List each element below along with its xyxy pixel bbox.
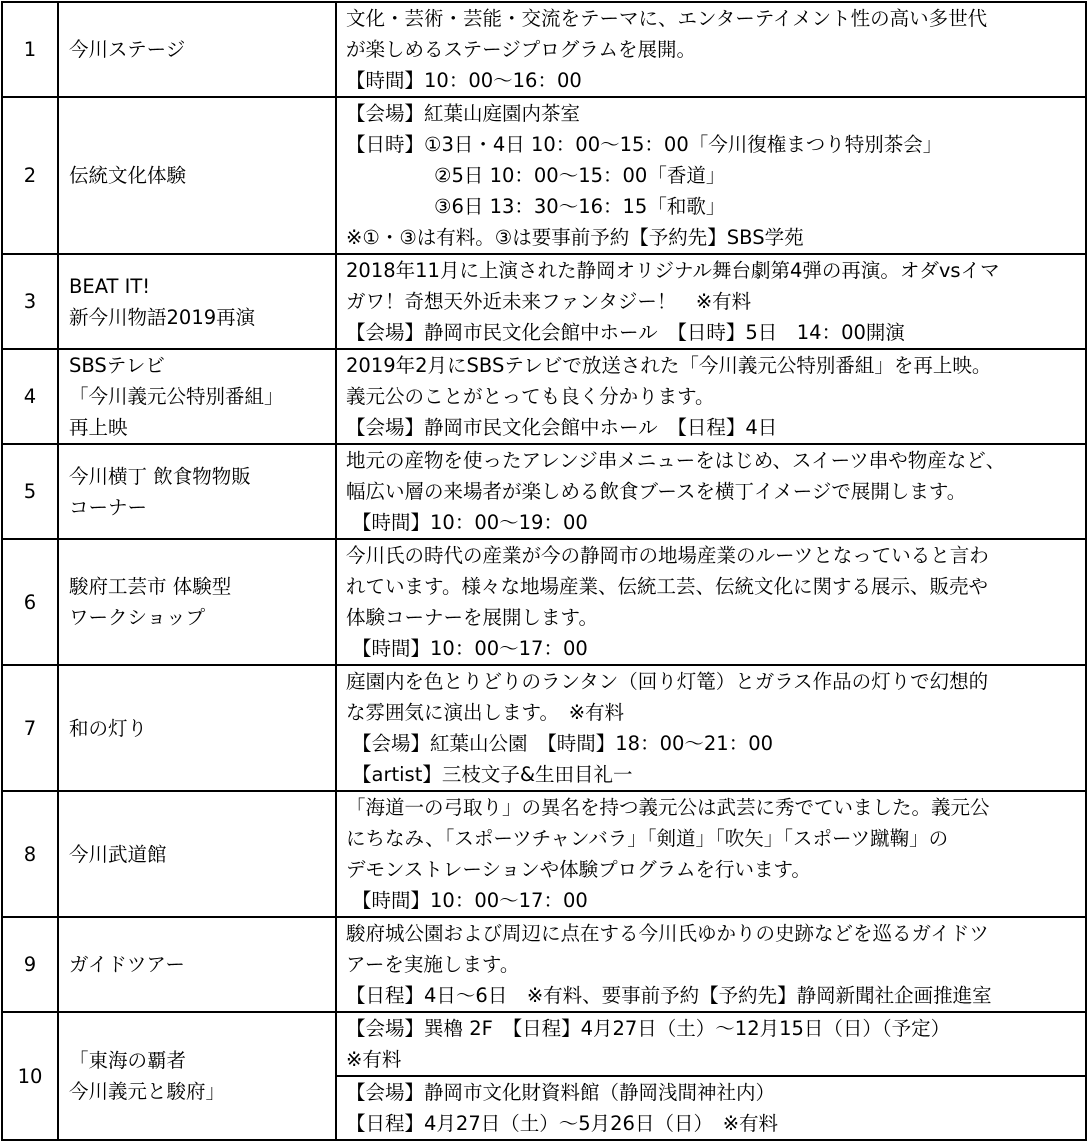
- event-description: 「海道一の弓取り」の異名を持つ義元公は武芸に秀でていました。義元公 にちなみ、「スポーツチャンバラ」「剣道」「吹矢」「スポーツ蹴鞠」の デモンストレーションや体験プログラムを行います。 【時間】10：00～17：00: [336, 791, 1086, 917]
- event-name: 今川武道館: [58, 791, 336, 917]
- event-name: 伝統文化体験: [58, 97, 336, 254]
- row-number: 1: [2, 2, 58, 97]
- table-row: [2, 791, 1086, 917]
- table-row: [2, 665, 1086, 791]
- event-description: 地元の産物を使ったアレンジ串メニューをはじめ、スイーツ串や物産など、 幅広い層の来場者が楽しめる飲食ブースを横丁イメージで展開します。 【時間】10：00～19：00: [336, 444, 1086, 539]
- table-row: [2, 2, 1086, 97]
- event-description: 【会場】巽櫓 2F 【日程】4月27日（土）～12月15日（日）（予定） ※有料: [336, 1012, 1086, 1076]
- event-description: 文化・芸術・芸能・交流をテーマに、エンターテイメント性の高い多世代 が楽しめるステージプログラムを展開。 【時間】10：00～16：00: [336, 2, 1086, 97]
- table-row: [2, 97, 1086, 254]
- table-row: [2, 349, 1086, 444]
- event-name: 今川ステージ: [58, 2, 336, 97]
- event-name: SBSテレビ 「今川義元公特別番組」 再上映: [58, 349, 336, 444]
- event-description: 【会場】紅葉山庭園内茶室 【日時】①3日・4日 10：00～15：00「今川復権まつり特別茶会」 ②5日 10：00～15：00「香道」 ③6日 13：30～16：15「和歌」 ※①・③は有料。③は要事前予約【予約先】SBS学苑: [336, 97, 1086, 254]
- row-number: 7: [2, 665, 58, 791]
- event-name: 和の灯り: [58, 665, 336, 791]
- event-name: 「東海の覇者 今川義元と駿府」: [58, 1012, 336, 1140]
- table-row: [2, 539, 1086, 665]
- event-description: 2019年2月にSBSテレビで放送された「今川義元公特別番組」を再上映。 義元公のことがとっても良く分かります。 【会場】静岡市民文化会館中ホール 【日程】4日: [336, 349, 1086, 444]
- row-number: 9: [2, 917, 58, 1012]
- row-number: 4: [2, 349, 58, 444]
- table-row: [2, 917, 1086, 1012]
- event-description: 2018年11月に上演された静岡オリジナル舞台劇第4弾の再演。オダvsイマ ガワ！奇想天外近未来ファンタジー！ ※有料 【会場】静岡市民文化会館中ホール 【日時】5日 14：00開演: [336, 254, 1086, 349]
- row-number: 5: [2, 444, 58, 539]
- row-number: 10: [2, 1012, 58, 1140]
- event-description: 庭園内を色とりどりのランタン（回り灯篭）とガラス作品の灯りで幻想的 な雰囲気に演出します。 ※有料 【会場】紅葉山公園 【時間】18：00～21：00 【artist】三枝文子&生田目礼一: [336, 665, 1086, 791]
- row-number: 8: [2, 791, 58, 917]
- table-row: [2, 254, 1086, 349]
- table-row: [2, 444, 1086, 539]
- event-table: [1, 1, 1087, 1141]
- table-row: [2, 1012, 1086, 1076]
- event-description: 今川氏の時代の産業が今の静岡市の地場産業のルーツとなっていると言わ れています。様々な地場産業、伝統工芸、伝統文化に関する展示、販売や 体験コーナーを展開します。 【時間】10：00～17：00: [336, 539, 1086, 665]
- event-name: 駿府工芸市 体験型 ワークショップ: [58, 539, 336, 665]
- event-description: 駿府城公園および周辺に点在する今川氏ゆかりの史跡などを巡るガイドツ アーを実施します。 【日程】4日～6日 ※有料、要事前予約【予約先】静岡新聞社企画推進室: [336, 917, 1086, 1012]
- event-name: ガイドツアー: [58, 917, 336, 1012]
- event-name: BEAT IT! 新今川物語2019再演: [58, 254, 336, 349]
- row-number: 2: [2, 97, 58, 254]
- row-number: 3: [2, 254, 58, 349]
- row-number: 6: [2, 539, 58, 665]
- event-name: 今川横丁 飲食物物販 コーナー: [58, 444, 336, 539]
- event-description: 【会場】静岡市文化財資料館（静岡浅間神社内） 【日程】4月27日（土）～5月26日（日） ※有料: [336, 1076, 1086, 1140]
